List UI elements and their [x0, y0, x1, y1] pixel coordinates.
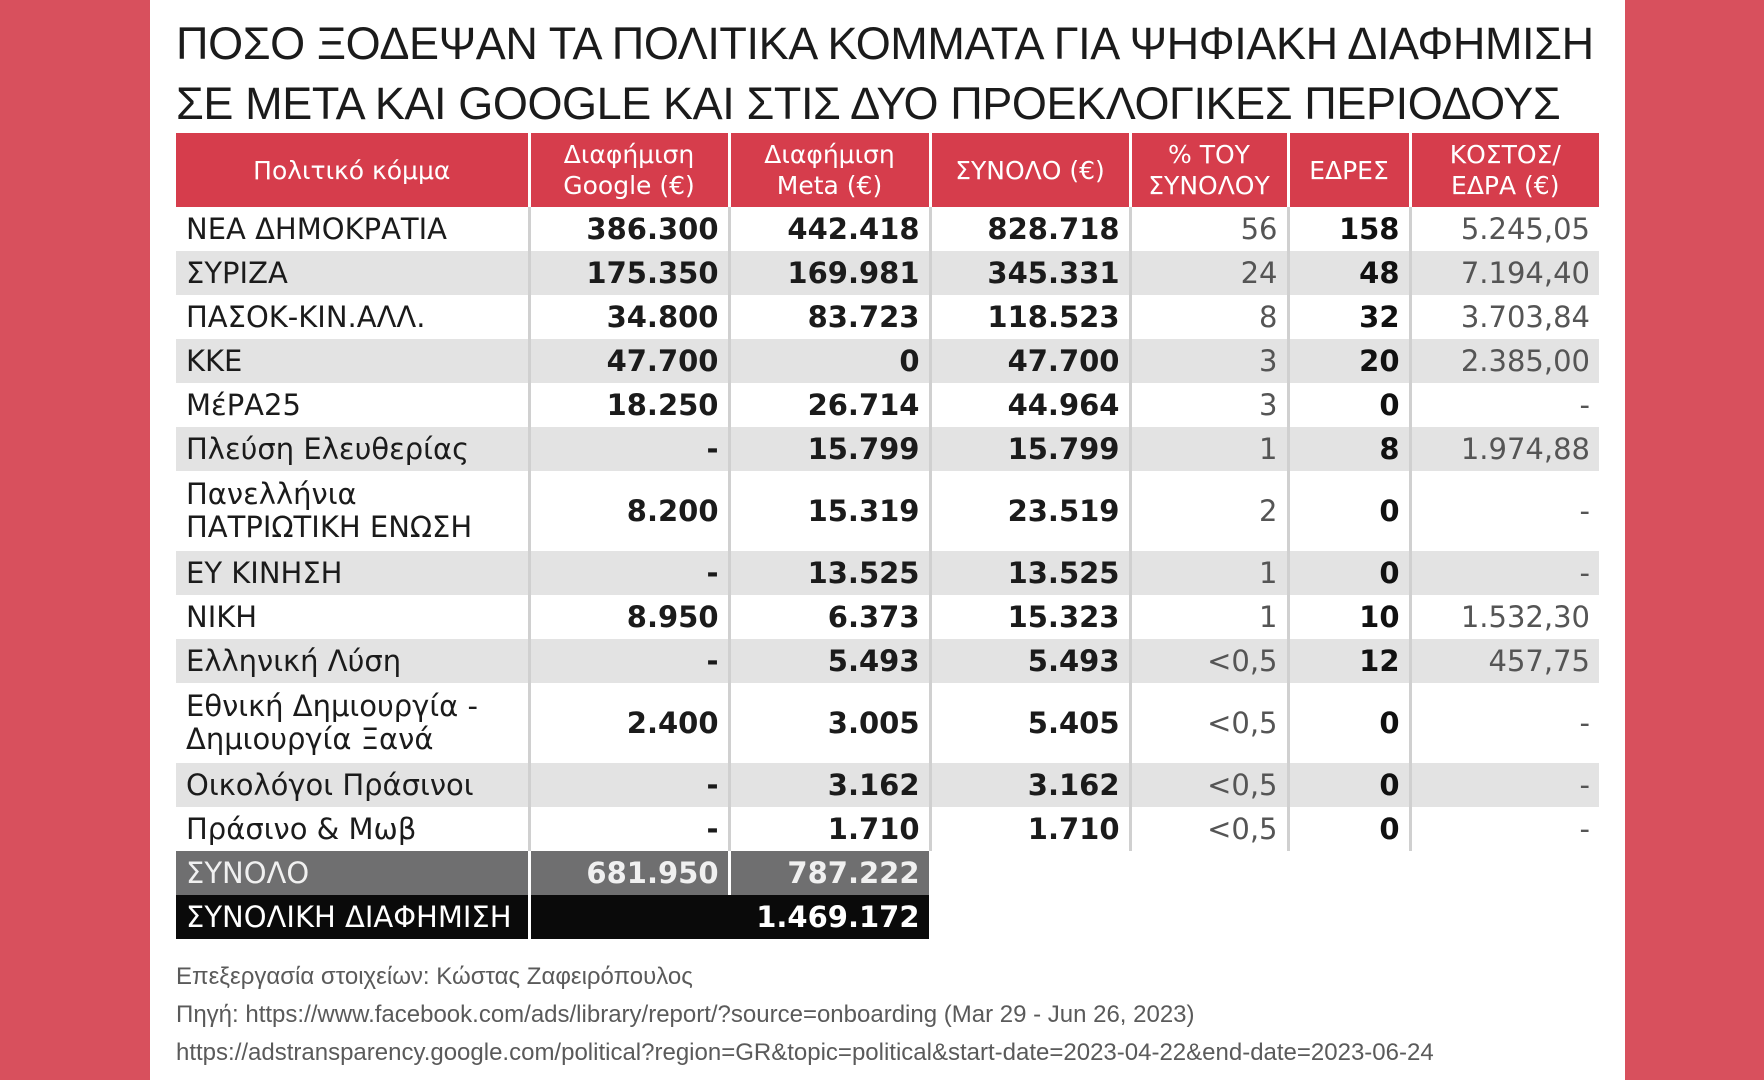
percent-of-total: <0,5 [1130, 807, 1288, 851]
party-name: ΕΥ ΚΙΝΗΣΗ [176, 551, 529, 595]
header-meta: Διαφήμιση Meta (€) [729, 133, 930, 207]
total-spend: 15.323 [930, 595, 1130, 639]
table-row [176, 295, 1599, 339]
percent-of-total: 3 [1130, 339, 1288, 383]
total-spend: 47.700 [930, 339, 1130, 383]
party-name: ΝΕΑ ΔΗΜΟΚΡΑΤΙΑ [176, 207, 529, 251]
party-name: ΣΥΡΙΖΑ [176, 251, 529, 295]
source-notes [176, 958, 1434, 1072]
cost-per-seat: - [1410, 763, 1599, 807]
meta-spend: 442.418 [729, 207, 930, 251]
party-name: ΜέΡΑ25 [176, 383, 529, 427]
seats: 10 [1288, 595, 1410, 639]
total-spend: 23.519 [930, 471, 1130, 551]
header-cost-per-seat: ΚΟΣΤΟΣ/ ΕΔΡΑ (€) [1410, 133, 1599, 207]
google-spend: 175.350 [529, 251, 729, 295]
party-name: Πανελλήνια ΠΑΤΡΙΩΤΙΚΗ ΕΝΩΣΗ [176, 471, 529, 551]
meta-spend: 15.799 [729, 427, 930, 471]
seats: 0 [1288, 383, 1410, 427]
total-spend: 118.523 [930, 295, 1130, 339]
total-spend: 1.710 [930, 807, 1130, 851]
percent-of-total: 8 [1130, 295, 1288, 339]
meta-spend: 3.005 [729, 683, 930, 763]
total-label: ΣΥΝΟΛΟ [176, 851, 529, 895]
google-spend: - [529, 763, 729, 807]
seats: 32 [1288, 295, 1410, 339]
party-name: Πλεύση Ελευθερίας [176, 427, 529, 471]
meta-spend: 83.723 [729, 295, 930, 339]
table-row [176, 683, 1599, 763]
google-spend: 18.250 [529, 383, 729, 427]
processing-credit: Επεξεργασία στοιχείων: Κώστας Ζαφειρόπουλος [176, 963, 693, 990]
source-meta: Πηγή: https://www.facebook.com/ads/library/report/?source=onboarding (Mar 29 - Jun 26, 2023) [176, 1001, 1195, 1028]
table-row [176, 427, 1599, 471]
cost-per-seat: 7.194,40 [1410, 251, 1599, 295]
seats: 0 [1288, 683, 1410, 763]
cost-per-seat: 2.385,00 [1410, 339, 1599, 383]
total-spend: 5.493 [930, 639, 1130, 683]
header-google: Διαφήμιση Google (€) [529, 133, 729, 207]
party-name: ΚΚΕ [176, 339, 529, 383]
party-name: ΠΑΣΟΚ-ΚΙΝ.ΑΛΛ. [176, 295, 529, 339]
table-row [176, 471, 1599, 551]
seats: 0 [1288, 763, 1410, 807]
percent-of-total: 1 [1130, 551, 1288, 595]
party-name: Οικολόγοι Πράσινοι [176, 763, 529, 807]
seats: 48 [1288, 251, 1410, 295]
total-spend: 828.718 [930, 207, 1130, 251]
meta-spend: 13.525 [729, 551, 930, 595]
meta-spend: 1.710 [729, 807, 930, 851]
total-spend: 13.525 [930, 551, 1130, 595]
cost-per-seat: 457,75 [1410, 639, 1599, 683]
percent-of-total: 1 [1130, 427, 1288, 471]
meta-spend: 6.373 [729, 595, 930, 639]
header-percent: % ΤΟΥ ΣΥΝΟΛΟΥ [1130, 133, 1288, 207]
total-spend: 5.405 [930, 683, 1130, 763]
ad-spend-table [176, 133, 1599, 939]
google-spend: - [529, 427, 729, 471]
source-google: https://adstransparency.google.com/political?region=GR&topic=political&start-date=2023-04-22&end-date=2023-06-24 [176, 1039, 1434, 1066]
percent-of-total: 24 [1130, 251, 1288, 295]
percent-of-total: <0,5 [1130, 763, 1288, 807]
total-spend: 44.964 [930, 383, 1130, 427]
cost-per-seat: 5.245,05 [1460, 211, 1590, 246]
cost-per-seat: 1.532,30 [1460, 599, 1590, 634]
grand-total-row [176, 895, 1599, 939]
table-row [176, 595, 1599, 639]
total-row [176, 851, 1599, 895]
percent-of-total: 2 [1130, 471, 1288, 551]
table-row [176, 807, 1599, 851]
header-seats: ΕΔΡΕΣ [1288, 133, 1410, 207]
cost-per-seat: 3.703,84 [1460, 299, 1590, 334]
google-spend: 47.700 [529, 339, 729, 383]
google-spend: 8.950 [529, 595, 729, 639]
seats: 20 [1288, 339, 1410, 383]
google-spend: - [529, 639, 729, 683]
title-line-1: ΠΟΣΟ ΞΟΔΕΨΑΝ ΤΑ ΠΟΛΙΤΙΚΑ ΚΟΜΜΑΤΑ ΓΙΑ ΨΗΦΙΑΚΗ ΔΙΑΦΗΜΙΣΗ [176, 18, 1594, 69]
cost-per-seat: - [1579, 705, 1590, 740]
google-spend: - [529, 807, 729, 851]
party-name: Ελληνική Λύση [176, 639, 529, 683]
cost-per-seat: - [1579, 387, 1590, 422]
total-spend: 345.331 [930, 251, 1130, 295]
title-line-2: ΣΕ ΜΕΤΑ ΚΑΙ GOOGLE ΚΑΙ ΣΤΙΣ ΔΥΟ ΠΡΟΕΚΛΟΓΙΚΕΣ ΠΕΡΙΟΔΟΥΣ [176, 78, 1561, 129]
percent-of-total: 56 [1130, 207, 1288, 251]
party-name: Εθνική Δημιουργία - Δημιουργία Ξανά [176, 683, 529, 763]
table-row [176, 383, 1599, 427]
cost-per-seat: - [1579, 493, 1590, 528]
percent-of-total: <0,5 [1130, 683, 1288, 763]
party-name: Πράσινο & Μωβ [176, 807, 529, 851]
cost-per-seat: 1.974,88 [1410, 427, 1599, 471]
meta-spend: 26.714 [729, 383, 930, 427]
percent-of-total: 3 [1130, 383, 1288, 427]
infographic-title [176, 14, 1616, 134]
table-header-row [176, 133, 1599, 207]
table-row [176, 551, 1599, 595]
table-row [176, 339, 1599, 383]
seats: 0 [1288, 551, 1410, 595]
header-total: ΣΥΝΟΛΟ (€) [930, 133, 1130, 207]
table-row [176, 207, 1599, 251]
cost-per-seat: - [1410, 551, 1599, 595]
header-party: Πολιτικό κόμμα [176, 133, 529, 207]
meta-spend: 0 [729, 339, 930, 383]
table-row [176, 639, 1599, 683]
seats: 0 [1288, 471, 1410, 551]
grand-total-label: ΣΥΝΟΛΙΚΗ ΔΙΑΦΗΜΙΣΗ [176, 895, 529, 939]
total-spend: 3.162 [930, 763, 1130, 807]
total-meta: 787.222 [729, 851, 930, 895]
meta-spend: 15.319 [729, 471, 930, 551]
meta-spend: 5.493 [729, 639, 930, 683]
seats: 158 [1288, 207, 1410, 251]
percent-of-total: 1 [1130, 595, 1288, 639]
seats: 12 [1288, 639, 1410, 683]
google-spend: 386.300 [529, 207, 729, 251]
seats: 0 [1288, 807, 1410, 851]
google-spend: 2.400 [529, 683, 729, 763]
total-google: 681.950 [529, 851, 729, 895]
party-name: ΝΙΚΗ [176, 595, 529, 639]
table-row [176, 763, 1599, 807]
cost-per-seat: - [1579, 811, 1590, 846]
google-spend: 8.200 [529, 471, 729, 551]
percent-of-total: <0,5 [1130, 639, 1288, 683]
seats: 8 [1288, 427, 1410, 471]
google-spend: 34.800 [529, 295, 729, 339]
google-spend: - [529, 551, 729, 595]
meta-spend: 169.981 [729, 251, 930, 295]
table-row [176, 251, 1599, 295]
total-spend: 15.799 [930, 427, 1130, 471]
meta-spend: 3.162 [729, 763, 930, 807]
grand-total-value: 1.469.172 [529, 895, 930, 939]
